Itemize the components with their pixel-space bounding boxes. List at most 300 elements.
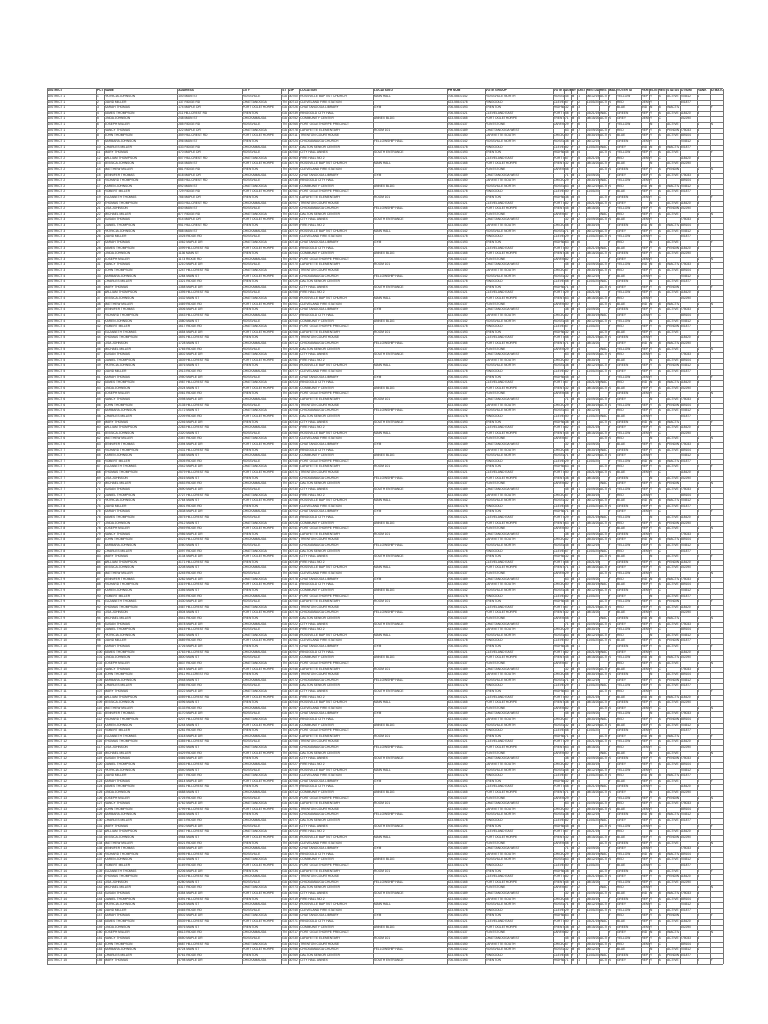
- table-cell: [608, 448, 616, 453]
- table-cell: [680, 706, 696, 711]
- table-cell: TRENTON: [486, 464, 553, 469]
- table-cell: 101: [97, 655, 104, 660]
- table-cell: 275033: [680, 936, 696, 941]
- table-cell: DISTRICT 5: [48, 347, 96, 352]
- table-cell: LAFAYETTE SOUTH: [486, 178, 553, 183]
- table-cell: RICHARD THOMPSON: [105, 178, 178, 183]
- table-cell: [659, 257, 667, 262]
- table-cell: [659, 397, 667, 402]
- table-cell: BLUE: [617, 947, 641, 952]
- table-cell: DISTRICT 4: [48, 313, 96, 318]
- table-cell: A: [659, 408, 667, 413]
- table-cell: 5: [578, 234, 586, 239]
- table-cell: FORT: [554, 111, 564, 116]
- table-cell: 3023 HILLCREST RD: [178, 537, 241, 542]
- table-cell: CHATTANOOGA: [243, 773, 282, 778]
- table-cell: 124: [97, 784, 104, 789]
- table-cell: DISTRICT 8: [48, 554, 96, 559]
- table-cell: 301877: [680, 818, 696, 823]
- table-cell: [554, 711, 564, 716]
- table-cell: CHATTANOOGA WEST: [486, 442, 553, 447]
- table-cell: CLEVELAND EAST: [486, 919, 553, 924]
- table-cell: FORT OGLETHORPE: [243, 217, 282, 222]
- table-cell: 45: [565, 936, 571, 941]
- table-cell: DISTRICT 7: [48, 493, 96, 498]
- table-cell: 63: [565, 240, 571, 245]
- table-cell: RED: [617, 240, 641, 245]
- table-cell: 30749: [289, 841, 299, 846]
- table-cell: [374, 526, 447, 531]
- table-cell: 6: [578, 633, 586, 638]
- table-cell: LAFAYETTE ELEMENTARY: [300, 262, 373, 267]
- table-cell: A: [659, 756, 667, 761]
- table-cell: 5: [578, 195, 586, 200]
- table-cell: TRENTON: [243, 279, 282, 284]
- table-cell: [659, 689, 667, 694]
- table-row: [47, 223, 723, 228]
- table-cell: 4429 RIDGE RD: [178, 751, 241, 756]
- table-cell: REP: [642, 128, 650, 133]
- table-cell: RICHARD THOMPSON: [105, 852, 178, 857]
- column-header: PAR: [642, 88, 650, 93]
- table-cell: 05/30/1: [587, 313, 599, 318]
- table-cell: A: [659, 599, 667, 604]
- table-cell: 4: [697, 846, 709, 851]
- table-cell: GA: [282, 829, 288, 834]
- table-cell: Y: [650, 167, 658, 172]
- table-cell: 54: [97, 391, 104, 396]
- table-cell: 86: [97, 571, 104, 576]
- table-cell: 706-555-0121: [448, 290, 485, 295]
- table-cell: [697, 565, 709, 570]
- table-cell: 03/21/1: [587, 111, 599, 116]
- table-cell: ACT: [600, 363, 608, 368]
- table-cell: SOUTH ENTRANCE: [374, 891, 447, 896]
- table-row: [47, 880, 723, 885]
- table-cell: 1: [578, 94, 586, 99]
- table-cell: Y: [608, 425, 616, 430]
- table-cell: M: [572, 139, 578, 144]
- table-cell: 3: [697, 605, 709, 610]
- table-cell: N: [650, 594, 658, 599]
- table-cell: 706-555-0189: [448, 352, 485, 357]
- table-cell: 30701: [289, 751, 299, 756]
- table-cell: ACT: [600, 942, 608, 947]
- table-cell: 75: [97, 509, 104, 514]
- table-cell: [697, 638, 709, 643]
- table-cell: 5: [578, 509, 586, 514]
- table-cell: DISTRICT 1: [48, 128, 96, 133]
- table-cell: [697, 476, 709, 481]
- table-cell: 30768: [289, 745, 299, 750]
- table-cell: Y: [608, 779, 616, 784]
- table-cell: 6: [578, 751, 586, 756]
- table-cell: 301877: [680, 728, 696, 733]
- table-cell: JOSEPH MILLER: [105, 526, 178, 531]
- table-cell: 132: [97, 829, 104, 834]
- table-cell: 3: [697, 919, 709, 924]
- table-cell: 98: [97, 638, 104, 643]
- table-cell: N: [608, 504, 616, 509]
- table-cell: JOHN THOMPSON: [105, 672, 178, 677]
- table-cell: 71: [565, 678, 571, 683]
- table-cell: REP: [642, 425, 650, 430]
- table-cell: 301877: [680, 145, 696, 150]
- table-cell: 06/12/1: [587, 723, 599, 728]
- table-cell: 30762: [289, 397, 299, 402]
- table-cell: [711, 335, 723, 340]
- table-cell: 30744: [289, 700, 299, 705]
- table-cell: LISA JOHNSON: [105, 880, 178, 885]
- table-cell: 1: [578, 133, 586, 138]
- table-cell: [374, 897, 447, 902]
- table-cell: A: [659, 936, 667, 941]
- table-cell: [659, 532, 667, 537]
- table-cell: [608, 717, 616, 722]
- table-cell: 11/03/2: [587, 369, 599, 374]
- table-cell: DISTRICT 12: [48, 779, 96, 784]
- table-cell: [711, 835, 723, 840]
- table-cell: M: [572, 891, 578, 896]
- table-cell: 452290: [680, 925, 696, 930]
- table-cell: 58: [565, 504, 571, 509]
- table-cell: 06/12/1: [587, 812, 599, 817]
- table-row: [47, 302, 723, 307]
- table-cell: 30777: [289, 369, 299, 374]
- table-cell: BLUE: [617, 133, 641, 138]
- table-cell: [374, 403, 447, 408]
- table-cell: RINGGOLD CITY HALL: [300, 111, 373, 116]
- table-cell: GA: [282, 290, 288, 295]
- table-cell: ACTIVE: [667, 319, 679, 324]
- table-cell: [374, 627, 447, 632]
- table-cell: [554, 891, 564, 896]
- table-cell: Y: [650, 717, 658, 722]
- table-row: [47, 436, 723, 441]
- table-cell: [600, 257, 608, 262]
- table-cell: CHATTANOOGA WEST: [486, 891, 553, 896]
- table-cell: [608, 751, 616, 756]
- table-cell: Y: [650, 296, 658, 301]
- table-cell: DISTRICT 1: [48, 145, 96, 150]
- table-cell: M: [572, 195, 578, 200]
- table-cell: M: [572, 880, 578, 885]
- table-cell: 2: [578, 689, 586, 694]
- table-cell: SOUTH ENTRANCE: [374, 958, 447, 963]
- table-cell: GA: [282, 537, 288, 542]
- table-cell: 3: [97, 105, 104, 110]
- table-cell: [608, 885, 616, 890]
- table-cell: CHATTANOOGA WEST: [486, 307, 553, 312]
- table-cell: 6: [578, 476, 586, 481]
- table-cell: 30712: [289, 790, 299, 795]
- table-cell: N: [650, 279, 658, 284]
- table-cell: 8: [97, 133, 104, 138]
- table-cell: CHATTANOOGA: [243, 212, 282, 217]
- table-cell: FIRE HALL NO 2: [300, 493, 373, 498]
- table-cell: [680, 375, 696, 380]
- table-cell: FORT OGLETHORPE: [243, 610, 282, 615]
- table-cell: [374, 560, 447, 565]
- table-cell: [600, 947, 608, 952]
- table-cell: DISTRICT 3: [48, 229, 96, 234]
- table-cell: 118420: [680, 515, 696, 520]
- table-cell: 706-555-0142: [448, 812, 485, 817]
- table-cell: [374, 695, 447, 700]
- table-cell: GA: [282, 874, 288, 879]
- table-cell: 1: [697, 319, 709, 324]
- table-cell: Y: [608, 947, 616, 952]
- table-cell: Y: [650, 464, 658, 469]
- table-cell: REP: [642, 723, 650, 728]
- table-cell: N: [608, 841, 616, 846]
- table-cell: 706-555-0142: [448, 947, 485, 952]
- table-cell: SARAH THOMAS: [105, 375, 178, 380]
- table-cell: DISTRICT 8: [48, 526, 96, 531]
- table-cell: INAC: [600, 347, 608, 352]
- table-cell: TRENTON COURTHOUSE: [300, 133, 373, 138]
- table-cell: TRENTON: [243, 953, 282, 958]
- table-cell: DISTRICT 1: [48, 94, 96, 99]
- table-cell: TRENTON: [243, 897, 282, 902]
- table-row: [47, 464, 723, 469]
- table-cell: 5465 RIDGE RD: [178, 908, 241, 913]
- table-cell: 423-555-0178: [448, 728, 485, 733]
- table-cell: [587, 167, 599, 172]
- table-cell: Y: [608, 358, 616, 363]
- table-cell: DEM: [642, 335, 650, 340]
- table-cell: 30762: [289, 846, 299, 851]
- table-cell: ACTIVE: [667, 869, 679, 874]
- table-cell: DISTRICT 12: [48, 773, 96, 778]
- table-cell: 4: [697, 442, 709, 447]
- table-cell: 30742: [289, 734, 299, 739]
- table-cell: [374, 773, 447, 778]
- table-cell: [680, 167, 696, 172]
- table-cell: MAIN HALL: [374, 498, 447, 503]
- table-cell: ROSSVILLE: [243, 852, 282, 857]
- table-cell: [711, 947, 723, 952]
- table-cell: Y: [650, 801, 658, 806]
- table-cell: N: [608, 420, 616, 425]
- table-cell: ACTIVE: [667, 700, 679, 705]
- table-cell: RED: [617, 408, 641, 413]
- table-cell: HIGHW: [554, 509, 564, 514]
- table-cell: 4: [697, 801, 709, 806]
- table-cell: ROSSVILLE: [243, 459, 282, 464]
- table-cell: [659, 672, 667, 677]
- table-cell: [711, 380, 723, 385]
- table-cell: Y: [650, 942, 658, 947]
- table-cell: DEM: [642, 100, 650, 105]
- table-cell: CLEVE: [554, 953, 564, 958]
- table-cell: ROSSVILLE BAPTIST CHURCH: [300, 700, 373, 705]
- table-cell: 38: [565, 307, 571, 312]
- table-cell: SOUTH ENTRANCE: [374, 554, 447, 559]
- table-cell: JESSICA JOHNSON: [105, 296, 178, 301]
- table-cell: FORT: [554, 739, 564, 744]
- table-cell: BARBARA JOHNSON: [105, 408, 178, 413]
- table-cell: N: [608, 622, 616, 627]
- table-cell: 29: [565, 234, 571, 239]
- table-cell: ACTIVE: [667, 829, 679, 834]
- table-cell: [374, 257, 447, 262]
- table-cell: 03/21/1: [587, 650, 599, 655]
- table-cell: N: [608, 756, 616, 761]
- table-cell: 30728: [289, 521, 299, 526]
- table-cell: 5: [578, 431, 586, 436]
- table-cell: 1839 HILLCREST RD: [178, 358, 241, 363]
- table-cell: M: [572, 700, 578, 705]
- table-cell: F: [572, 796, 578, 801]
- table-cell: 06/12/1: [587, 588, 599, 593]
- table-cell: [642, 515, 650, 520]
- table-cell: 118420: [680, 919, 696, 924]
- table-cell: B: [659, 498, 667, 503]
- table-cell: COMMUNITY CENTER: [300, 453, 373, 458]
- table-cell: GA: [282, 717, 288, 722]
- table-cell: [659, 414, 667, 419]
- table-cell: N: [650, 201, 658, 206]
- table-cell: N: [608, 672, 616, 677]
- table-cell: Y: [650, 425, 658, 430]
- table-cell: DISTRICT 11: [48, 695, 96, 700]
- table-cell: 58: [565, 167, 571, 172]
- table-cell: CHATTANOOGA: [243, 296, 282, 301]
- table-cell: DISTRICT 4: [48, 302, 96, 307]
- table-cell: GA: [282, 947, 288, 952]
- table-cell: N: [711, 571, 723, 576]
- table-cell: SARAH THOMAS: [105, 240, 178, 245]
- table-cell: JENNIFER THOMAS: [105, 442, 178, 447]
- table-cell: SOUTH ENTRANCE: [374, 689, 447, 694]
- table-cell: ACTIVE: [667, 515, 679, 520]
- table-cell: Y: [608, 464, 616, 469]
- table-cell: F: [572, 908, 578, 913]
- table-cell: REP: [642, 661, 650, 666]
- table-cell: Y: [650, 347, 658, 352]
- table-cell: 706-555-0137: [448, 841, 485, 846]
- table-cell: TRENTON: [486, 150, 553, 155]
- table-cell: Y: [650, 448, 658, 453]
- column-header: ELIG: [650, 88, 658, 93]
- table-cell: SUSAN THOMAS: [105, 352, 178, 357]
- table-cell: GA: [282, 739, 288, 744]
- table-cell: 143: [97, 891, 104, 896]
- table-cell: [711, 543, 723, 548]
- table-cell: BLUE: [617, 105, 641, 110]
- table-cell: CHATTANOOGA: [243, 913, 282, 918]
- table-cell: ROSS: [554, 768, 564, 773]
- table-cell: 95: [97, 622, 104, 627]
- table-cell: LINDA JOHNSON: [105, 790, 178, 795]
- table-cell: GA: [282, 195, 288, 200]
- table-cell: Y: [650, 156, 658, 161]
- table-cell: 5021 RIDGE RD: [178, 841, 241, 846]
- table-cell: 4762 MAPLE DR: [178, 801, 241, 806]
- table-cell: 4: [578, 307, 586, 312]
- table-cell: 30776: [289, 610, 299, 615]
- table-row: [47, 565, 723, 570]
- table-cell: TN: [282, 863, 288, 868]
- table-cell: 67: [565, 436, 571, 441]
- table-cell: FLINTSTONE: [486, 347, 553, 352]
- table-row: [47, 111, 723, 116]
- table-cell: [600, 644, 608, 649]
- table-cell: Y: [650, 212, 658, 217]
- table-cell: RINGGOLD: [486, 145, 553, 150]
- table-cell: 123: [97, 779, 104, 784]
- table-cell: 30757: [289, 257, 299, 262]
- table-cell: 97: [97, 633, 104, 638]
- table-cell: BLUE: [617, 189, 641, 194]
- table-cell: F: [572, 784, 578, 789]
- table-cell: 1: [697, 229, 709, 234]
- table-cell: 30772: [289, 229, 299, 234]
- table-cell: GA: [282, 588, 288, 593]
- table-cell: [374, 448, 447, 453]
- table-cell: DISTRICT 2: [48, 156, 96, 161]
- table-cell: GA: [282, 206, 288, 211]
- table-cell: 301877: [680, 594, 696, 599]
- table-cell: RINGGOLD: [486, 773, 553, 778]
- table-cell: ROOM 101: [374, 195, 447, 200]
- table-cell: 7: [578, 167, 586, 172]
- table-cell: [600, 930, 608, 935]
- table-cell: 1: [697, 616, 709, 621]
- table-cell: DEM: [642, 885, 650, 890]
- column-header: ST: [282, 88, 288, 93]
- table-cell: 03/21/1: [587, 874, 599, 879]
- table-cell: 30755: [289, 739, 299, 744]
- table-cell: TRENTON: [243, 700, 282, 705]
- table-cell: 3504 MAIN ST: [178, 610, 241, 615]
- table-cell: 423-555-0165: [448, 790, 485, 795]
- table-cell: 2: [578, 178, 586, 183]
- table-cell: 3652 MAIN ST: [178, 633, 241, 638]
- table-cell: [680, 824, 696, 829]
- table-cell: 204512: [680, 319, 696, 324]
- table-cell: GA: [282, 756, 288, 761]
- table-cell: [659, 869, 667, 874]
- table-cell: TN: [282, 661, 288, 666]
- table-cell: 706-555-0189: [448, 307, 485, 312]
- table-cell: [711, 319, 723, 324]
- table-cell: [711, 846, 723, 851]
- table-cell: [711, 773, 723, 778]
- table-cell: DISTRICT 5: [48, 363, 96, 368]
- table-cell: F: [572, 347, 578, 352]
- table-cell: ROSSVILLE BAPTIST CHURCH: [300, 363, 373, 368]
- table-cell: A: [659, 717, 667, 722]
- table-cell: CHATTANOOGA LIBRARY: [300, 644, 373, 649]
- table-cell: JESSICA JOHNSON: [105, 700, 178, 705]
- table-cell: [711, 756, 723, 761]
- table-cell: 1: [578, 251, 586, 256]
- table-cell: GA: [282, 178, 288, 183]
- table-cell: C: [659, 509, 667, 514]
- table-cell: NANCY THOMAS: [105, 532, 178, 537]
- table-cell: GREEN: [617, 251, 641, 256]
- table-cell: 3726 MAPLE DR: [178, 644, 241, 649]
- table-cell: LAFAYETTE SOUTH: [486, 493, 553, 498]
- table-cell: 7: [578, 835, 586, 840]
- table-cell: 30705: [289, 234, 299, 239]
- table-cell: [659, 768, 667, 773]
- table-cell: N: [650, 655, 658, 660]
- column-divider: [96, 89, 97, 964]
- table-cell: GA: [282, 902, 288, 907]
